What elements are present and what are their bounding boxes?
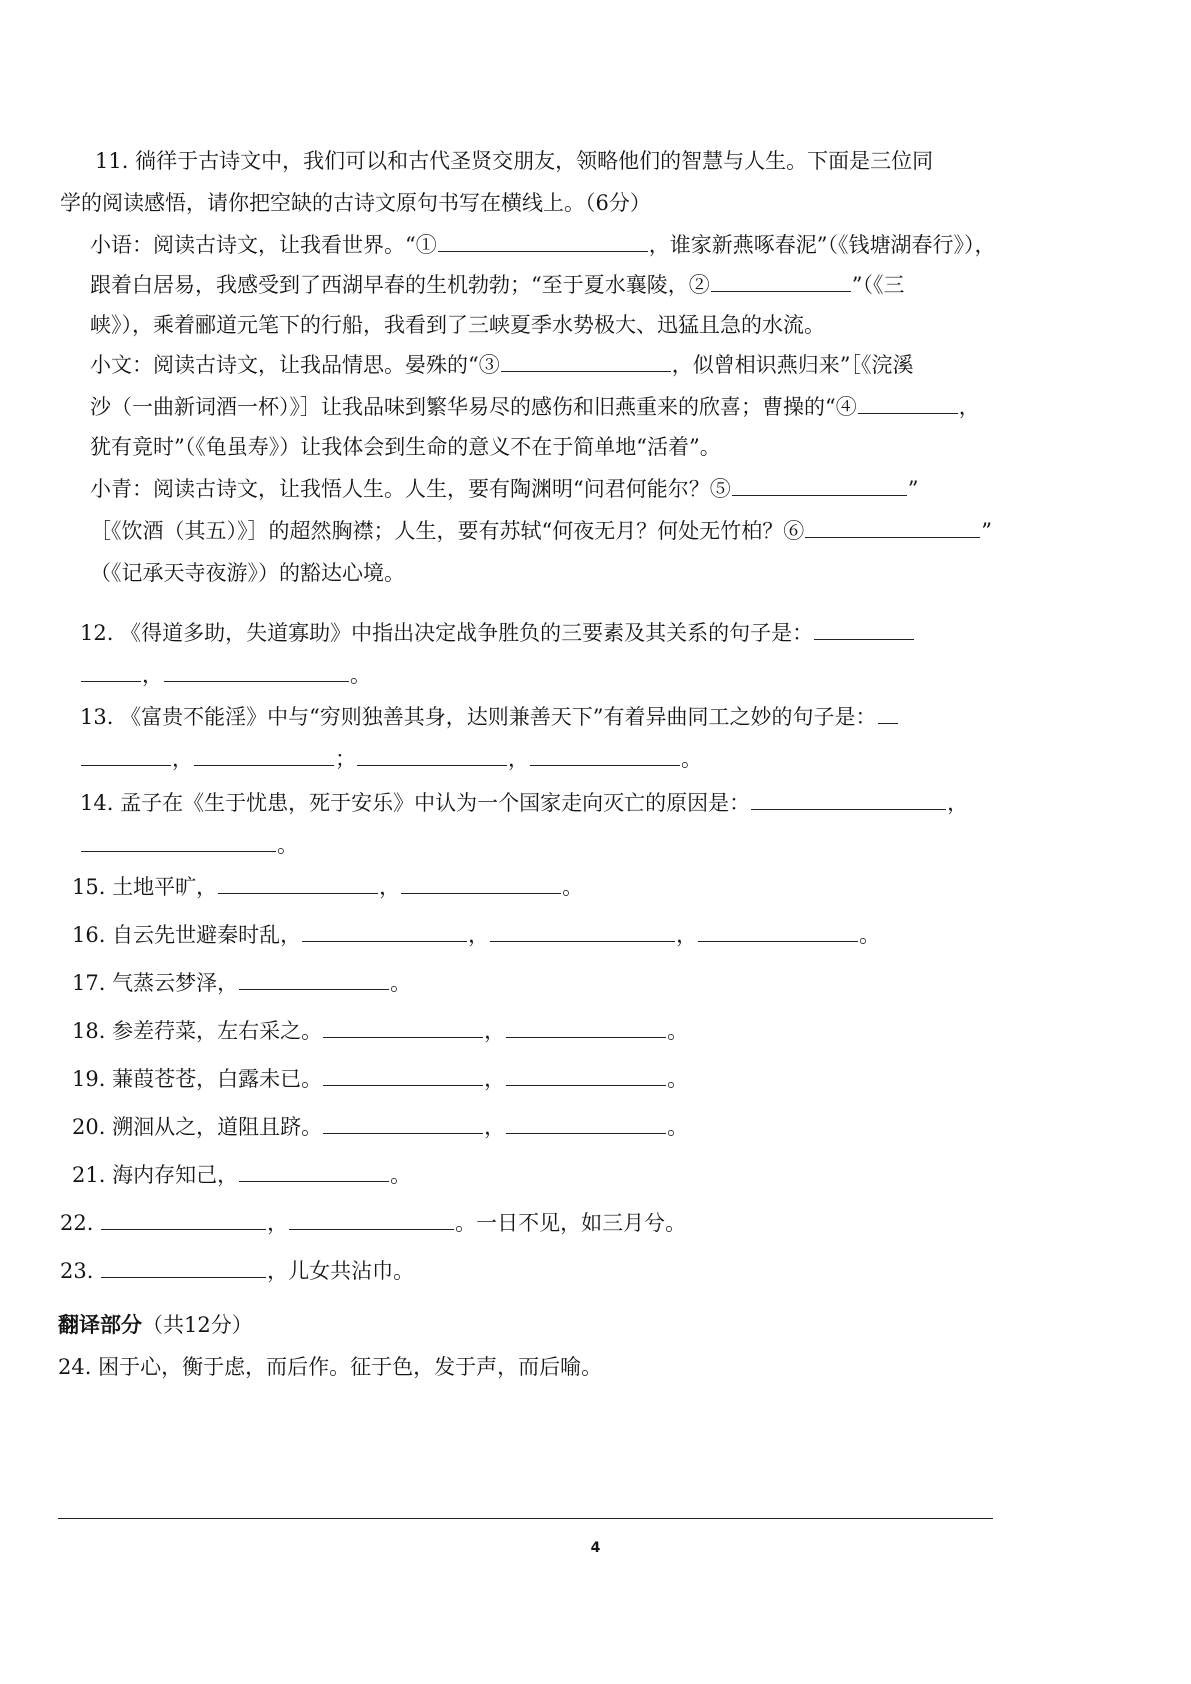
q17-line: 17. 气蒸云梦泽， 。 — [72, 971, 412, 995]
q22-number: 22. — [60, 1211, 94, 1235]
q12-blank-b[interactable] — [81, 661, 141, 682]
translation-heading — [58, 1310, 253, 1340]
q22-tail: 。一日不见，如三月兮。 — [455, 1211, 687, 1235]
q20-prompt: 20. 溯洄从之，道阻且跻。 — [72, 1115, 323, 1139]
q11-line-6: 小文：阅读古诗文，让我品情思。晏殊的“③ ，似曾相识燕归来”［《浣溪 — [90, 353, 914, 377]
q22-blank-a[interactable] — [101, 1209, 266, 1230]
q18-line: 18. 参差荇菜，左右采之。 ， 。 — [72, 1019, 689, 1043]
q22-blank-b[interactable] — [289, 1209, 454, 1230]
q14-prompt: 14. 孟子在《生于忧患，死于安乐》中认为一个国家走向灭亡的原因是： — [80, 791, 751, 815]
q11-line-5: 峡》），乘着郦道元笔下的行船，我看到了三峡夏季水势极大、迅猛且急的水流。 — [90, 313, 825, 337]
q11-line-1 — [95, 146, 933, 176]
answer-blank-3[interactable] — [501, 351, 671, 372]
q15-prompt: 15. 土地平旷， — [72, 875, 218, 899]
q15-line: 15. 土地平旷， ， 。 — [72, 875, 584, 899]
q14-blank-a[interactable] — [751, 789, 946, 810]
q13-blank-a[interactable] — [878, 703, 898, 724]
answer-blank-6[interactable] — [805, 517, 980, 538]
q13-line-2: ， ； ， 。 — [80, 744, 702, 774]
q11-intro-text: 11. 徜徉于古诗文中，我们可以和古代圣贤交朋友，领略他们的智慧与人生。下面是三位同 — [95, 149, 934, 173]
q18-blank-a[interactable] — [323, 1017, 483, 1038]
page-number: 4 — [590, 1540, 601, 1556]
q19-blank-b[interactable] — [506, 1065, 666, 1086]
answer-line[interactable] — [58, 1518, 993, 1519]
q12-prompt: 12. 《得道多助，失道寡助》中指出决定战争胜负的三要素及其关系的句子是： — [80, 621, 814, 645]
q14-line-1: 14. 孟子在《生于忧患，死于安乐》中认为一个国家走向灭亡的原因是： ， — [80, 791, 969, 815]
answer-blank-4[interactable] — [858, 393, 958, 414]
answer-blank-2[interactable] — [711, 271, 851, 292]
q23-blank[interactable] — [101, 1257, 266, 1278]
q11-line-9: 小青：阅读古诗文，让我悟人生。人生，要有陶渊明“问君何能尔？⑤ ” — [90, 477, 919, 501]
q19-prompt: 19. 蒹葭苍苍，白露未已。 — [72, 1067, 323, 1091]
translation-title: 翻译部分 — [58, 1312, 142, 1337]
q23-tail: ，儿女共沾巾。 — [267, 1259, 415, 1283]
q19-blank-a[interactable] — [323, 1065, 483, 1086]
q19-line: 19. 蒹葭苍苍，白露未已。 ， 。 — [72, 1067, 689, 1091]
q21-line: 21. 海内存知己， 。 — [72, 1163, 412, 1187]
q11-line-2 — [60, 188, 651, 218]
q14-blank-b[interactable] — [81, 831, 276, 852]
q11-line-8: 犹有竟时”（《龟虽寿》）让我体会到生命的意义不在于简单地“活着”。 — [90, 435, 721, 459]
q12-blank-a[interactable] — [814, 619, 914, 640]
q18-prompt: 18. 参差荇菜，左右采之。 — [72, 1019, 323, 1043]
q22-line: 22. ， 。一日不见，如三月兮。 — [60, 1211, 687, 1235]
q12-blank-c[interactable] — [164, 661, 349, 682]
q13-blank-d[interactable] — [357, 745, 507, 766]
q21-blank[interactable] — [239, 1161, 389, 1182]
q14-line-2: 。 — [80, 830, 298, 860]
q16-blank-c[interactable] — [698, 921, 858, 942]
q16-line: 16. 自云先世避秦时乱， ， ， 。 — [72, 923, 881, 947]
q16-blank-a[interactable] — [302, 921, 467, 942]
q18-blank-b[interactable] — [506, 1017, 666, 1038]
q13-blank-b[interactable] — [81, 745, 171, 766]
answer-blank-1[interactable] — [438, 231, 648, 252]
q15-blank-a[interactable] — [218, 873, 378, 894]
q24-line — [58, 1352, 602, 1382]
q13-prompt: 13. 《富贵不能淫》中与“穷则独善其身，达则兼善天下”有着异曲同工之妙的句子是： — [80, 705, 877, 729]
translation-score: （共12分） — [142, 1313, 253, 1337]
q11-line-7: 沙（一曲新词酒一杯）》］让我品味到繁华易尽的感伤和旧燕重来的欣喜；曹操的“④ ， — [90, 395, 980, 419]
q21-prompt: 21. 海内存知己， — [72, 1163, 239, 1187]
q20-blank-b[interactable] — [506, 1113, 666, 1134]
q20-line: 20. 溯洄从之，道阻且跻。 ， 。 — [72, 1115, 689, 1139]
q13-blank-c[interactable] — [194, 745, 334, 766]
answer-blank-5[interactable] — [732, 475, 907, 496]
q13-line-1 — [80, 702, 899, 732]
q23-number: 23. — [60, 1259, 94, 1283]
q11-instructions: 学的阅读感悟，请你把空缺的古诗文原句书写在横线上。（6分） — [60, 191, 651, 215]
q11-line-10: ［《饮酒（其五）》］的超然胸襟；人生，要有苏轼“何夜无月？何处无竹柏？⑥ ” — [90, 519, 992, 543]
q11-line-4: 跟着白居易，我感受到了西湖早春的生机勃勃；“至于夏水襄陵，② ”（《三 — [90, 273, 905, 297]
q17-prompt: 17. 气蒸云梦泽， — [72, 971, 239, 995]
q13-blank-e[interactable] — [530, 745, 680, 766]
q11-line-11: （《记承天寺夜游》）的豁达心境。 — [90, 561, 405, 585]
q23-line — [60, 1256, 414, 1286]
q17-blank[interactable] — [239, 969, 389, 990]
q12-line-2: ， 。 — [80, 660, 371, 690]
q16-blank-b[interactable] — [490, 921, 675, 942]
q11-line-3: 小语：阅读古诗文，让我看世界。“① ，谁家新燕啄春泥”（《钱塘湖春行》）， — [90, 233, 996, 257]
q16-prompt: 16. 自云先世避秦时乱， — [72, 923, 302, 947]
q15-blank-b[interactable] — [401, 873, 561, 894]
q24-prompt: 24. 困于心，衡于虑，而后作。征于色，发于声，而后喻。 — [58, 1355, 603, 1379]
q20-blank-a[interactable] — [323, 1113, 483, 1134]
q12-line-1 — [80, 618, 915, 648]
